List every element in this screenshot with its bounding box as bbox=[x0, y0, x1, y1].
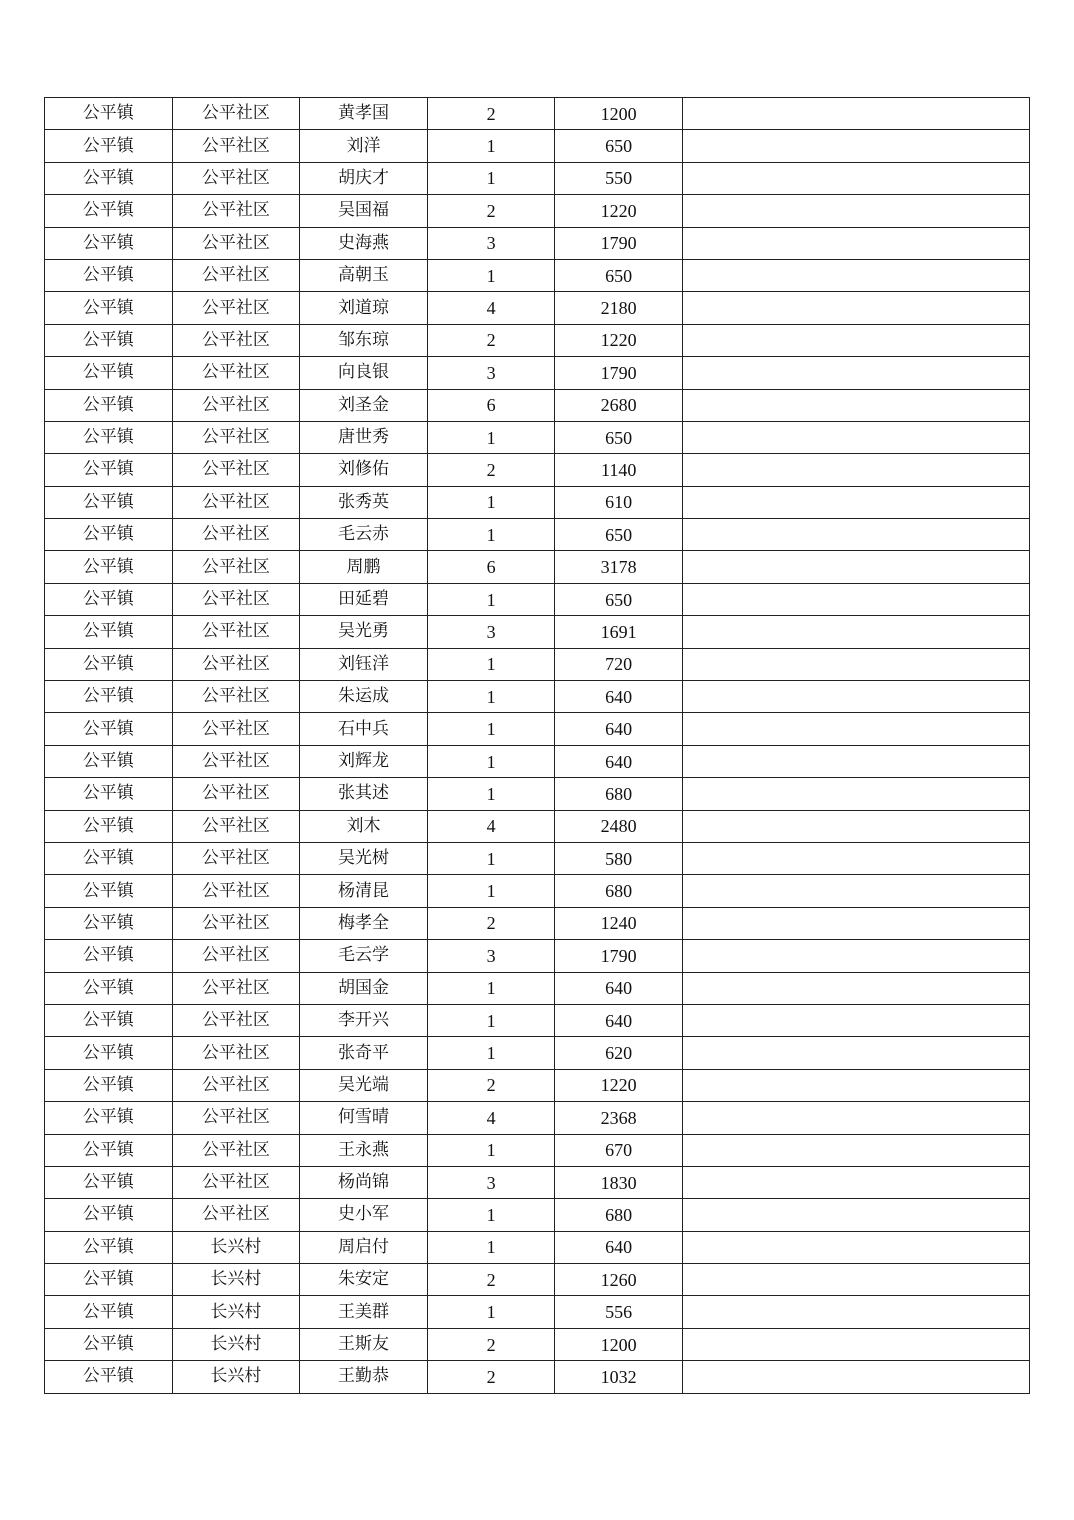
name-cell: 梅孝全 bbox=[300, 907, 428, 939]
amount-cell: 1220 bbox=[555, 195, 683, 227]
table-row bbox=[45, 1328, 1030, 1360]
amount-cell: 1240 bbox=[555, 907, 683, 939]
name-cell: 刘圣金 bbox=[300, 389, 428, 421]
remark-cell bbox=[682, 1166, 1029, 1198]
count-cell: 1 bbox=[427, 1199, 555, 1231]
count-cell: 1 bbox=[427, 486, 555, 518]
name-cell: 吴光勇 bbox=[300, 616, 428, 648]
amount-cell: 620 bbox=[555, 1037, 683, 1069]
table-row bbox=[45, 421, 1030, 453]
count-cell: 2 bbox=[427, 1328, 555, 1360]
name-cell: 胡国金 bbox=[300, 972, 428, 1004]
community-cell: 公平社区 bbox=[172, 454, 300, 486]
remark-cell bbox=[682, 357, 1029, 389]
community-cell: 公平社区 bbox=[172, 1037, 300, 1069]
remark-cell bbox=[682, 681, 1029, 713]
amount-cell: 720 bbox=[555, 648, 683, 680]
count-cell: 3 bbox=[427, 357, 555, 389]
remark-cell bbox=[682, 227, 1029, 259]
count-cell: 1 bbox=[427, 519, 555, 551]
table-row bbox=[45, 357, 1030, 389]
name-cell: 朱安定 bbox=[300, 1264, 428, 1296]
remark-cell bbox=[682, 875, 1029, 907]
table-row bbox=[45, 227, 1030, 259]
name-cell: 吴国福 bbox=[300, 195, 428, 227]
town-cell: 公平镇 bbox=[45, 681, 173, 713]
count-cell: 4 bbox=[427, 292, 555, 324]
town-cell: 公平镇 bbox=[45, 454, 173, 486]
community-cell: 公平社区 bbox=[172, 940, 300, 972]
community-cell: 长兴村 bbox=[172, 1361, 300, 1393]
amount-cell: 550 bbox=[555, 162, 683, 194]
count-cell: 3 bbox=[427, 227, 555, 259]
name-cell: 毛云赤 bbox=[300, 519, 428, 551]
community-cell: 公平社区 bbox=[172, 1134, 300, 1166]
community-cell: 公平社区 bbox=[172, 842, 300, 874]
amount-cell: 650 bbox=[555, 519, 683, 551]
name-cell: 杨尚锦 bbox=[300, 1166, 428, 1198]
name-cell: 吴光树 bbox=[300, 842, 428, 874]
table-row bbox=[45, 98, 1030, 130]
amount-cell: 1140 bbox=[555, 454, 683, 486]
table-row bbox=[45, 551, 1030, 583]
count-cell: 6 bbox=[427, 551, 555, 583]
table-row bbox=[45, 907, 1030, 939]
table-row bbox=[45, 778, 1030, 810]
name-cell: 吴光端 bbox=[300, 1069, 428, 1101]
town-cell: 公平镇 bbox=[45, 551, 173, 583]
name-cell: 王斯友 bbox=[300, 1328, 428, 1360]
name-cell: 石中兵 bbox=[300, 713, 428, 745]
remark-cell bbox=[682, 292, 1029, 324]
remark-cell bbox=[682, 259, 1029, 291]
amount-cell: 3178 bbox=[555, 551, 683, 583]
community-cell: 公平社区 bbox=[172, 713, 300, 745]
town-cell: 公平镇 bbox=[45, 648, 173, 680]
table-row bbox=[45, 875, 1030, 907]
name-cell: 史小军 bbox=[300, 1199, 428, 1231]
amount-cell: 1260 bbox=[555, 1264, 683, 1296]
town-cell: 公平镇 bbox=[45, 357, 173, 389]
amount-cell: 650 bbox=[555, 583, 683, 615]
remark-cell bbox=[682, 842, 1029, 874]
name-cell: 刘钰洋 bbox=[300, 648, 428, 680]
community-cell: 公平社区 bbox=[172, 259, 300, 291]
count-cell: 3 bbox=[427, 1166, 555, 1198]
name-cell: 田延碧 bbox=[300, 583, 428, 615]
count-cell: 1 bbox=[427, 875, 555, 907]
table-body bbox=[45, 98, 1030, 1394]
count-cell: 2 bbox=[427, 1361, 555, 1393]
town-cell: 公平镇 bbox=[45, 810, 173, 842]
amount-cell: 1790 bbox=[555, 227, 683, 259]
count-cell: 2 bbox=[427, 98, 555, 130]
town-cell: 公平镇 bbox=[45, 292, 173, 324]
count-cell: 2 bbox=[427, 907, 555, 939]
remark-cell bbox=[682, 195, 1029, 227]
amount-cell: 640 bbox=[555, 745, 683, 777]
amount-cell: 580 bbox=[555, 842, 683, 874]
community-cell: 公平社区 bbox=[172, 486, 300, 518]
count-cell: 1 bbox=[427, 681, 555, 713]
name-cell: 邹东琼 bbox=[300, 324, 428, 356]
community-cell: 公平社区 bbox=[172, 810, 300, 842]
community-cell: 公平社区 bbox=[172, 98, 300, 130]
town-cell: 公平镇 bbox=[45, 907, 173, 939]
remark-cell bbox=[682, 745, 1029, 777]
town-cell: 公平镇 bbox=[45, 1134, 173, 1166]
count-cell: 3 bbox=[427, 940, 555, 972]
table-row bbox=[45, 713, 1030, 745]
community-cell: 公平社区 bbox=[172, 1004, 300, 1036]
name-cell: 何雪晴 bbox=[300, 1102, 428, 1134]
community-cell: 公平社区 bbox=[172, 389, 300, 421]
community-cell: 公平社区 bbox=[172, 1069, 300, 1101]
remark-cell bbox=[682, 907, 1029, 939]
count-cell: 2 bbox=[427, 1069, 555, 1101]
table-row bbox=[45, 195, 1030, 227]
amount-cell: 640 bbox=[555, 972, 683, 1004]
name-cell: 毛云学 bbox=[300, 940, 428, 972]
remark-cell bbox=[682, 130, 1029, 162]
town-cell: 公平镇 bbox=[45, 98, 173, 130]
table-row bbox=[45, 1166, 1030, 1198]
amount-cell: 2368 bbox=[555, 1102, 683, 1134]
remark-cell bbox=[682, 972, 1029, 1004]
name-cell: 唐世秀 bbox=[300, 421, 428, 453]
count-cell: 1 bbox=[427, 778, 555, 810]
community-cell: 公平社区 bbox=[172, 324, 300, 356]
name-cell: 周启付 bbox=[300, 1231, 428, 1263]
table-row bbox=[45, 1037, 1030, 1069]
remark-cell bbox=[682, 1328, 1029, 1360]
community-cell: 公平社区 bbox=[172, 1199, 300, 1231]
remark-cell bbox=[682, 162, 1029, 194]
community-cell: 公平社区 bbox=[172, 907, 300, 939]
name-cell: 刘修佑 bbox=[300, 454, 428, 486]
count-cell: 2 bbox=[427, 454, 555, 486]
name-cell: 王永燕 bbox=[300, 1134, 428, 1166]
community-cell: 公平社区 bbox=[172, 357, 300, 389]
count-cell: 1 bbox=[427, 1037, 555, 1069]
data-table bbox=[44, 97, 1030, 1394]
name-cell: 黄孝国 bbox=[300, 98, 428, 130]
count-cell: 1 bbox=[427, 1004, 555, 1036]
amount-cell: 1691 bbox=[555, 616, 683, 648]
community-cell: 公平社区 bbox=[172, 972, 300, 1004]
community-cell: 公平社区 bbox=[172, 1166, 300, 1198]
community-cell: 长兴村 bbox=[172, 1231, 300, 1263]
remark-cell bbox=[682, 1361, 1029, 1393]
amount-cell: 680 bbox=[555, 1199, 683, 1231]
table-row bbox=[45, 810, 1030, 842]
town-cell: 公平镇 bbox=[45, 195, 173, 227]
remark-cell bbox=[682, 583, 1029, 615]
table-row bbox=[45, 1134, 1030, 1166]
count-cell: 2 bbox=[427, 195, 555, 227]
name-cell: 刘道琼 bbox=[300, 292, 428, 324]
remark-cell bbox=[682, 389, 1029, 421]
town-cell: 公平镇 bbox=[45, 583, 173, 615]
table-row bbox=[45, 162, 1030, 194]
town-cell: 公平镇 bbox=[45, 778, 173, 810]
remark-cell bbox=[682, 713, 1029, 745]
community-cell: 公平社区 bbox=[172, 583, 300, 615]
community-cell: 长兴村 bbox=[172, 1296, 300, 1328]
table-row bbox=[45, 583, 1030, 615]
table-row bbox=[45, 1004, 1030, 1036]
town-cell: 公平镇 bbox=[45, 842, 173, 874]
table-row bbox=[45, 130, 1030, 162]
table-row bbox=[45, 454, 1030, 486]
community-cell: 公平社区 bbox=[172, 551, 300, 583]
amount-cell: 1220 bbox=[555, 324, 683, 356]
town-cell: 公平镇 bbox=[45, 713, 173, 745]
name-cell: 刘辉龙 bbox=[300, 745, 428, 777]
town-cell: 公平镇 bbox=[45, 1166, 173, 1198]
table-row bbox=[45, 389, 1030, 421]
town-cell: 公平镇 bbox=[45, 1069, 173, 1101]
name-cell: 向良银 bbox=[300, 357, 428, 389]
amount-cell: 680 bbox=[555, 778, 683, 810]
amount-cell: 670 bbox=[555, 1134, 683, 1166]
town-cell: 公平镇 bbox=[45, 227, 173, 259]
name-cell: 朱运成 bbox=[300, 681, 428, 713]
table-row bbox=[45, 324, 1030, 356]
remark-cell bbox=[682, 616, 1029, 648]
remark-cell bbox=[682, 778, 1029, 810]
amount-cell: 640 bbox=[555, 681, 683, 713]
count-cell: 6 bbox=[427, 389, 555, 421]
community-cell: 公平社区 bbox=[172, 648, 300, 680]
town-cell: 公平镇 bbox=[45, 972, 173, 1004]
table-row bbox=[45, 972, 1030, 1004]
amount-cell: 1790 bbox=[555, 940, 683, 972]
name-cell: 张其述 bbox=[300, 778, 428, 810]
count-cell: 2 bbox=[427, 1264, 555, 1296]
count-cell: 1 bbox=[427, 1231, 555, 1263]
table-row bbox=[45, 486, 1030, 518]
amount-cell: 610 bbox=[555, 486, 683, 518]
table-row bbox=[45, 1199, 1030, 1231]
amount-cell: 556 bbox=[555, 1296, 683, 1328]
name-cell: 张奇平 bbox=[300, 1037, 428, 1069]
community-cell: 公平社区 bbox=[172, 778, 300, 810]
table-row bbox=[45, 292, 1030, 324]
town-cell: 公平镇 bbox=[45, 259, 173, 291]
count-cell: 1 bbox=[427, 745, 555, 777]
town-cell: 公平镇 bbox=[45, 324, 173, 356]
remark-cell bbox=[682, 940, 1029, 972]
name-cell: 王美群 bbox=[300, 1296, 428, 1328]
amount-cell: 1220 bbox=[555, 1069, 683, 1101]
remark-cell bbox=[682, 1264, 1029, 1296]
community-cell: 公平社区 bbox=[172, 745, 300, 777]
town-cell: 公平镇 bbox=[45, 940, 173, 972]
count-cell: 1 bbox=[427, 713, 555, 745]
community-cell: 公平社区 bbox=[172, 162, 300, 194]
count-cell: 1 bbox=[427, 648, 555, 680]
community-cell: 公平社区 bbox=[172, 292, 300, 324]
amount-cell: 2680 bbox=[555, 389, 683, 421]
amount-cell: 650 bbox=[555, 259, 683, 291]
amount-cell: 1032 bbox=[555, 1361, 683, 1393]
name-cell: 高朝玉 bbox=[300, 259, 428, 291]
amount-cell: 2480 bbox=[555, 810, 683, 842]
amount-cell: 680 bbox=[555, 875, 683, 907]
table-row bbox=[45, 1264, 1030, 1296]
town-cell: 公平镇 bbox=[45, 1037, 173, 1069]
community-cell: 长兴村 bbox=[172, 1328, 300, 1360]
remark-cell bbox=[682, 810, 1029, 842]
table-row bbox=[45, 648, 1030, 680]
amount-cell: 1790 bbox=[555, 357, 683, 389]
town-cell: 公平镇 bbox=[45, 519, 173, 551]
table-row bbox=[45, 1069, 1030, 1101]
remark-cell bbox=[682, 421, 1029, 453]
table-row bbox=[45, 1102, 1030, 1134]
remark-cell bbox=[682, 1069, 1029, 1101]
town-cell: 公平镇 bbox=[45, 1328, 173, 1360]
count-cell: 1 bbox=[427, 972, 555, 1004]
town-cell: 公平镇 bbox=[45, 1199, 173, 1231]
name-cell: 胡庆才 bbox=[300, 162, 428, 194]
remark-cell bbox=[682, 519, 1029, 551]
name-cell: 李开兴 bbox=[300, 1004, 428, 1036]
town-cell: 公平镇 bbox=[45, 421, 173, 453]
town-cell: 公平镇 bbox=[45, 1231, 173, 1263]
amount-cell: 640 bbox=[555, 1004, 683, 1036]
community-cell: 长兴村 bbox=[172, 1264, 300, 1296]
remark-cell bbox=[682, 454, 1029, 486]
remark-cell bbox=[682, 551, 1029, 583]
amount-cell: 1830 bbox=[555, 1166, 683, 1198]
table-row bbox=[45, 259, 1030, 291]
table-row bbox=[45, 1296, 1030, 1328]
remark-cell bbox=[682, 98, 1029, 130]
count-cell: 1 bbox=[427, 130, 555, 162]
table-row bbox=[45, 681, 1030, 713]
count-cell: 2 bbox=[427, 324, 555, 356]
table-row bbox=[45, 519, 1030, 551]
community-cell: 公平社区 bbox=[172, 130, 300, 162]
count-cell: 1 bbox=[427, 842, 555, 874]
table-row bbox=[45, 745, 1030, 777]
name-cell: 杨清昆 bbox=[300, 875, 428, 907]
town-cell: 公平镇 bbox=[45, 486, 173, 518]
amount-cell: 640 bbox=[555, 713, 683, 745]
town-cell: 公平镇 bbox=[45, 389, 173, 421]
community-cell: 公平社区 bbox=[172, 195, 300, 227]
remark-cell bbox=[682, 324, 1029, 356]
town-cell: 公平镇 bbox=[45, 1004, 173, 1036]
count-cell: 1 bbox=[427, 162, 555, 194]
name-cell: 刘木 bbox=[300, 810, 428, 842]
table-row bbox=[45, 616, 1030, 648]
community-cell: 公平社区 bbox=[172, 1102, 300, 1134]
town-cell: 公平镇 bbox=[45, 1361, 173, 1393]
community-cell: 公平社区 bbox=[172, 681, 300, 713]
amount-cell: 640 bbox=[555, 1231, 683, 1263]
name-cell: 史海燕 bbox=[300, 227, 428, 259]
amount-cell: 650 bbox=[555, 130, 683, 162]
town-cell: 公平镇 bbox=[45, 1296, 173, 1328]
amount-cell: 650 bbox=[555, 421, 683, 453]
table-row bbox=[45, 1231, 1030, 1263]
table-row bbox=[45, 842, 1030, 874]
town-cell: 公平镇 bbox=[45, 162, 173, 194]
count-cell: 1 bbox=[427, 1296, 555, 1328]
community-cell: 公平社区 bbox=[172, 227, 300, 259]
community-cell: 公平社区 bbox=[172, 519, 300, 551]
remark-cell bbox=[682, 1102, 1029, 1134]
count-cell: 4 bbox=[427, 810, 555, 842]
community-cell: 公平社区 bbox=[172, 616, 300, 648]
name-cell: 张秀英 bbox=[300, 486, 428, 518]
remark-cell bbox=[682, 1004, 1029, 1036]
count-cell: 1 bbox=[427, 421, 555, 453]
count-cell: 1 bbox=[427, 259, 555, 291]
count-cell: 1 bbox=[427, 1134, 555, 1166]
town-cell: 公平镇 bbox=[45, 130, 173, 162]
count-cell: 4 bbox=[427, 1102, 555, 1134]
remark-cell bbox=[682, 486, 1029, 518]
remark-cell bbox=[682, 1199, 1029, 1231]
town-cell: 公平镇 bbox=[45, 616, 173, 648]
remark-cell bbox=[682, 1134, 1029, 1166]
name-cell: 刘洋 bbox=[300, 130, 428, 162]
remark-cell bbox=[682, 1037, 1029, 1069]
count-cell: 1 bbox=[427, 583, 555, 615]
remark-cell bbox=[682, 1296, 1029, 1328]
table-row bbox=[45, 1361, 1030, 1393]
amount-cell: 1200 bbox=[555, 1328, 683, 1360]
town-cell: 公平镇 bbox=[45, 1102, 173, 1134]
amount-cell: 1200 bbox=[555, 98, 683, 130]
table-row bbox=[45, 940, 1030, 972]
amount-cell: 2180 bbox=[555, 292, 683, 324]
community-cell: 公平社区 bbox=[172, 875, 300, 907]
count-cell: 3 bbox=[427, 616, 555, 648]
town-cell: 公平镇 bbox=[45, 745, 173, 777]
remark-cell bbox=[682, 1231, 1029, 1263]
town-cell: 公平镇 bbox=[45, 1264, 173, 1296]
name-cell: 周鹏 bbox=[300, 551, 428, 583]
community-cell: 公平社区 bbox=[172, 421, 300, 453]
town-cell: 公平镇 bbox=[45, 875, 173, 907]
remark-cell bbox=[682, 648, 1029, 680]
name-cell: 王勤恭 bbox=[300, 1361, 428, 1393]
